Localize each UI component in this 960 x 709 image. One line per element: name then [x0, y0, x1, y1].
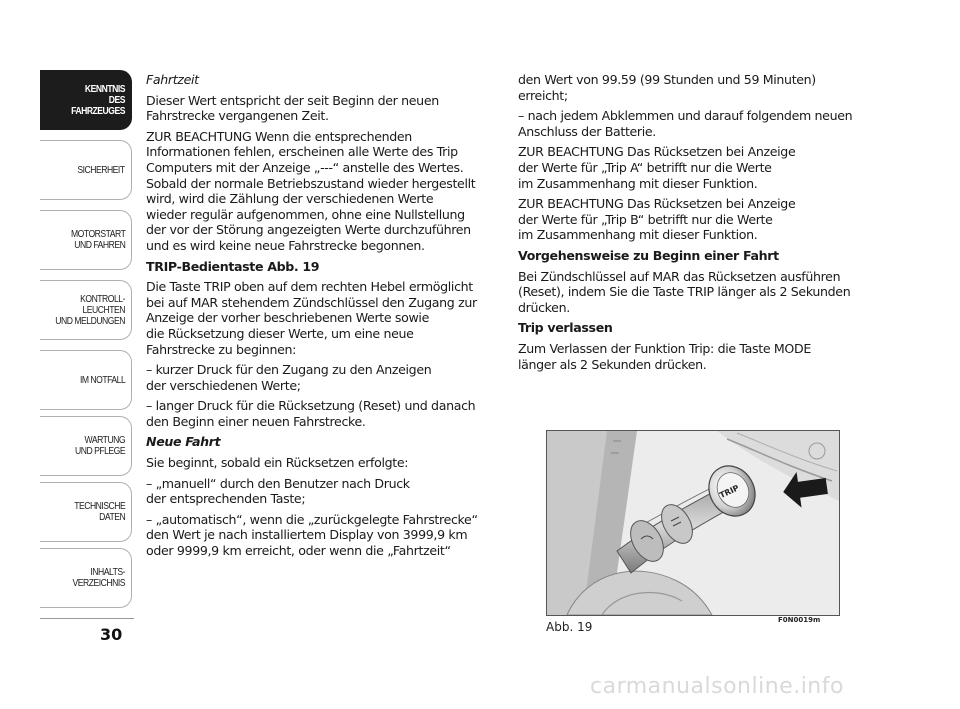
- page-divider: [40, 618, 134, 619]
- paragraph: Dieser Wert entspricht der seit Beginn der neuen Fahrstrecke vergangenen Zeit.: [146, 92, 439, 124]
- heading-neue-fahrt: Neue Fahrt: [146, 434, 221, 450]
- trip-stalk-illustration: [547, 431, 839, 615]
- tab-label: TECHNISCHE DATEN: [73, 500, 125, 523]
- list-item: – nach jedem Abklemmen und darauf folgendem neuen Anschluss der Batterie.: [518, 108, 853, 139]
- tab-im-notfall[interactable]: [40, 350, 132, 410]
- list-item: – „manuell“ durch den Benutzer nach Druck der entsprechenden Taste;: [146, 475, 410, 507]
- tab-wartung[interactable]: [40, 416, 132, 476]
- tab-inhaltsverzeichnis[interactable]: [40, 548, 132, 608]
- heading-trip-verlassen: Trip verlassen: [518, 320, 613, 336]
- subheading-fahrtzeit: Fahrtzeit: [146, 72, 199, 87]
- tab-motorstart[interactable]: [40, 210, 132, 270]
- list-item: – kurzer Druck für den Zugang zu den Anzeigen der verschiedenen Werte;: [146, 362, 432, 393]
- tab-label: IM NOTFALL: [79, 373, 125, 386]
- list-item: – „automatisch“, wenn die „zurückgelegte Fahrstrecke“ den Wert je nach installiertem Display von 3999,9 km oder 9999,9 km erreicht, oder wenn die „Fahrtzeit“: [146, 511, 478, 559]
- paragraph: den Wert von 99.59 (99 Stunden und 59 Minuten) erreicht;: [518, 72, 816, 103]
- page-number: 30: [100, 625, 123, 644]
- tab-sicherheit[interactable]: [40, 140, 132, 200]
- tab-label: KENNTNIS DES FAHRZEUGES: [71, 82, 125, 117]
- note-paragraph: ZUR BEACHTUNG Wenn die entsprechenden Informationen fehlen, erscheinen alle Werte des Trip Computers mit der Anzeige „---“ anstelle des Wertes. Sobald der normale Betriebszustand wieder hergestellt wird, wird die Zählung der verschiedenen Werte wieder regulär aufgenommen, ohne eine Nullstellung der vor der Störung angezeigten Werte durchzuführen und es wird keine neue Fahrstrecke begonnen.: [146, 128, 476, 253]
- tab-label: SICHERHEIT: [77, 163, 125, 176]
- trip-button-label: TRIP: [718, 483, 741, 501]
- paragraph: Bei Zündschlüssel auf MAR das Rücksetzen ausführen (Reset), indem Sie die Taste TRIP länger als 2 Sekunden drücken.: [518, 268, 851, 315]
- paragraph: Zum Verlassen der Funktion Trip: die Taste MODE länger als 2 Sekunden drücken.: [518, 340, 811, 372]
- list-item: – langer Druck für die Rücksetzung (Reset) und danach den Beginn einer neuen Fahrstrecke.: [146, 398, 476, 429]
- tab-label: INHALTS- VERZEICHNIS: [72, 566, 125, 589]
- tab-label: MOTORSTART UND FAHREN: [70, 228, 125, 251]
- note-paragraph: ZUR BEACHTUNG Das Rücksetzen bei Anzeige der Werte für „Trip B“ betrifft nur die Werte im Zusammenhang mit dieser Funktion.: [518, 196, 796, 243]
- watermark: carmanualsonline.info: [590, 674, 844, 699]
- right-column: [518, 72, 868, 377]
- tab-technische-daten[interactable]: [40, 482, 132, 542]
- figure-trip-stalk: [546, 430, 840, 616]
- tab-kenntnis[interactable]: [40, 70, 132, 130]
- heading-vorgehensweise: Vorgehensweise zu Beginn einer Fahrt: [518, 247, 779, 263]
- tab-label: WARTUNG UND PFLEGE: [74, 434, 125, 457]
- figure-caption: Abb. 19: [546, 620, 593, 634]
- paragraph: Die Taste TRIP oben auf dem rechten Hebel ermöglicht bei auf MAR stehendem Zündschlüssel den Zugang zur Anzeige der vorher beschriebenen Werte sowie die Rücksetzung dieser Werte, um eine neue Fahrstrecke zu beginnen:: [146, 279, 477, 357]
- left-column: [146, 72, 502, 564]
- note-paragraph: ZUR BEACHTUNG Das Rücksetzen bei Anzeige der Werte für „Trip A“ betrifft nur die Werte im Zusammenhang mit dieser Funktion.: [518, 144, 796, 191]
- paragraph: Sie beginnt, sobald ein Rücksetzen erfolgte:: [146, 455, 409, 471]
- heading-trip-button: TRIP-Bedientaste Abb. 19: [146, 258, 320, 274]
- tab-label: KONTROLL- LEUCHTEN UND MELDUNGEN: [55, 292, 125, 327]
- tab-kontrollleuchten[interactable]: [40, 280, 132, 340]
- figure-code: F0N0019m: [778, 616, 821, 624]
